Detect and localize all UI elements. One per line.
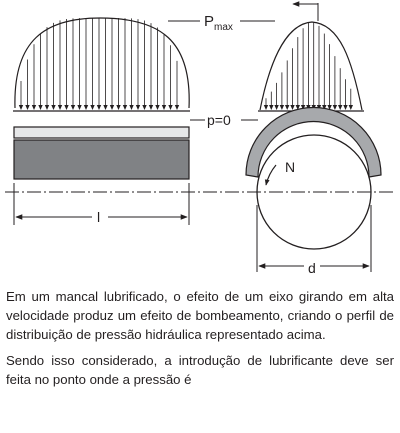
axial-pressure-arrow-head xyxy=(136,105,140,110)
axial-pressure-arrow-head xyxy=(25,105,29,110)
rotation-label: N xyxy=(285,159,296,175)
axial-pressure-arrow-head xyxy=(64,105,68,110)
rotation-arrow xyxy=(266,165,276,185)
circumferential-pressure-arrow-head xyxy=(274,105,278,110)
bearing-arc xyxy=(246,107,381,177)
axial-pressure-arrow-head xyxy=(32,105,36,110)
axial-pressure-arrow-head xyxy=(110,105,114,110)
caption-paragraph-2: Sendo isso considerado, a introdução de lubrificante deve ser feita no ponto onde a pressão é xyxy=(6,353,394,387)
axial-pressure-arrow-head xyxy=(155,105,159,110)
shaft-side-view xyxy=(14,140,189,179)
axial-pressure-arrow-head xyxy=(116,105,120,110)
length-label: l xyxy=(97,209,101,225)
circumferential-pressure-profile xyxy=(258,22,364,111)
axial-pressure-arrow-head xyxy=(77,105,81,110)
circumferential-pressure-arrow-head xyxy=(349,105,353,110)
bearing-side-view xyxy=(14,127,189,138)
circumferential-pressure-arrow-head xyxy=(290,105,294,110)
circumferential-pressure-arrow-head xyxy=(280,105,284,110)
axial-pressure-arrow-head xyxy=(142,105,146,110)
circumferential-pressure-arrows xyxy=(264,22,353,110)
axial-pressure-arrow-head xyxy=(90,105,94,110)
axial-pressure-arrow-head xyxy=(168,105,172,110)
question-text xyxy=(6,287,394,389)
circumferential-pressure-arrow-head xyxy=(338,105,342,110)
circumferential-pressure-curve xyxy=(260,22,362,110)
axial-pressure-arrow-head xyxy=(45,105,49,110)
axial-pressure-arrow-head xyxy=(19,105,23,110)
p-zero-label: p=0 xyxy=(207,112,231,128)
circumferential-pressure-arrow-head xyxy=(343,105,347,110)
axial-pressure-arrow-head xyxy=(129,105,133,110)
circumferential-pressure-arrow-head xyxy=(333,105,337,110)
axial-pressure-arrow-head xyxy=(103,105,107,110)
axial-pressure-arrow-head xyxy=(97,105,101,110)
axial-pressure-arrow-head xyxy=(175,105,179,110)
axial-pressure-curve xyxy=(15,18,189,108)
axial-pressure-arrow-head xyxy=(38,105,42,110)
axial-pressure-arrow-head xyxy=(51,105,55,110)
circumferential-pressure-arrow-head xyxy=(269,105,273,110)
axial-pressure-arrow-head xyxy=(149,105,153,110)
axial-pressure-arrow-head xyxy=(84,105,88,110)
axial-pressure-arrow-head xyxy=(162,105,166,110)
circumferential-pressure-arrow-head xyxy=(285,105,289,110)
caption-paragraph-1: Em um mancal lubrificado, o efeito de um eixo girando em alta velocidade produz um efeito de bombeamento, criando o perfil de distribuição de pressão hidráulica representado acima. xyxy=(6,289,394,342)
axial-pressure-arrow-head xyxy=(58,105,62,110)
axial-pressure-arrow-head xyxy=(71,105,75,110)
diameter-label: d xyxy=(308,260,316,276)
axial-pressure-profile xyxy=(13,18,190,111)
pmax-label: $P_{max}$ xyxy=(204,13,233,33)
circumferential-pressure-arrow-head xyxy=(264,105,268,110)
axial-pressure-arrow-head xyxy=(123,105,127,110)
